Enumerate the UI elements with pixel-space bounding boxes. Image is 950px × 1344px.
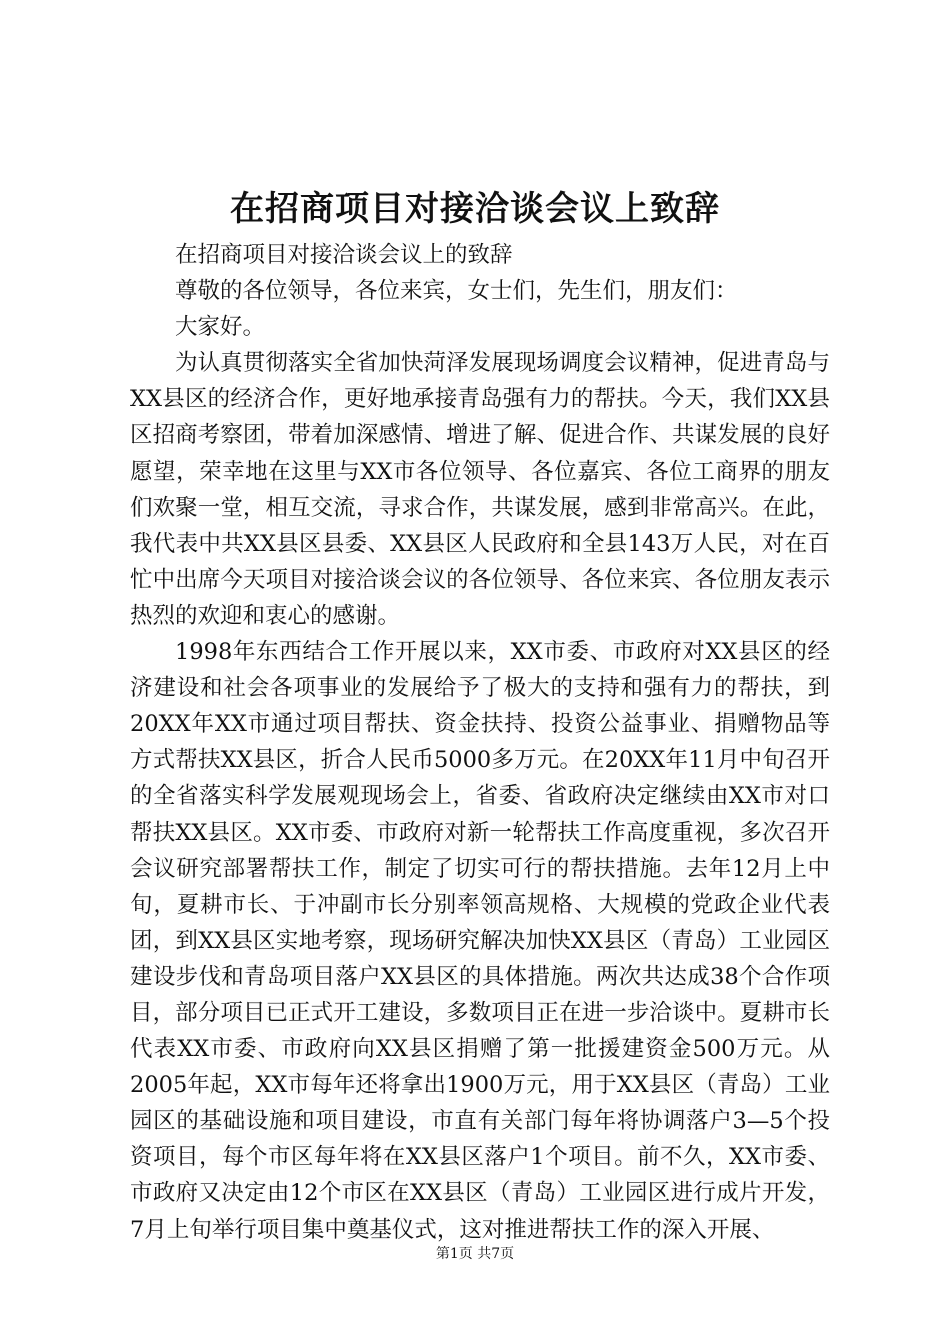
document-title: 在招商项目对接洽谈会议上致辞 xyxy=(230,189,720,229)
document-body xyxy=(130,237,830,1248)
paragraph-greeting: 大家好。 xyxy=(175,314,266,341)
paragraph-history: 1998年东西结合工作开展以来，XX市委、市政府对XX县区的经济建设和社会各项事业的发展给予了极大的支持和强有力的帮扶，到20XX年XX市通过项目帮扶、资金扶持、投资公益事业、捐赠物品等方式帮扶XX县区，折合人民币5000多万元。在20XX年11月中旬召开的全省落实科学发展观现场会上，省委、省政府决定继续由XX市对口帮扶XX县区。XX市委、市政府对新一轮帮扶工作高度重视，多次召开会议研究部署帮扶工作，制定了切实可行的帮扶措施。去年12月上中旬，夏耕市长、于冲副市长分别率领高规格、大规模的党政企业代表团，到XX县区实地考察，现场研究解决加快XX县区（青岛）工业园区建设步伐和青岛项目落户XX县区的具体措施。两次共达成38个合作项目，部分项目已正式开工建设，多数项目正在进一步洽谈中。夏耕市长代表XX市委、市政府向XX县区捐赠了第一批援建资金500万元。从2005年起，XX市每年还将拿出1900万元，用于XX县区（青岛）工业园区的基础设施和项目建设，市直有关部门每年将协调落户3—5个投资项目，每个市区每年将在XX县区落户1个项目。前不久，XX市委、市政府又决定由12个市区在XX县区（青岛）工业园区进行成片开发，7月上旬举行项目集中奠基仪式，这对推进帮扶工作的深入开展、 xyxy=(130,639,830,1243)
page-footer: 第1页 共7页 xyxy=(435,1246,515,1262)
paragraph-subtitle: 在招商项目对接洽谈会议上的致辞 xyxy=(175,242,513,268)
paragraph-intro: 为认真贯彻落实全省加快菏泽发展现场调度会议精神，促进青岛与XX县区的经济合作，更好地承接青岛强有力的帮扶。今天，我们XX县区招商考察团，带着加深感情、增进了解、促进合作、共谋发展的良好愿望，荣幸地在这里与XX市各位领导、各位嘉宾、各位工商界的朋友们欢聚一堂，相互交流，寻求合作，共谋发展，感到非常高兴。在此，我代表中共XX县区县委、XX县区人民政府和全县143万人民，对在百忙中出席今天项目对接洽谈会议的各位领导、各位来宾、各位朋友表示热烈的欢迎和衷心的感谢。 xyxy=(130,350,830,629)
paragraph-salutation: 尊敬的各位领导，各位来宾，女士们，先生们，朋友们： xyxy=(175,278,738,305)
